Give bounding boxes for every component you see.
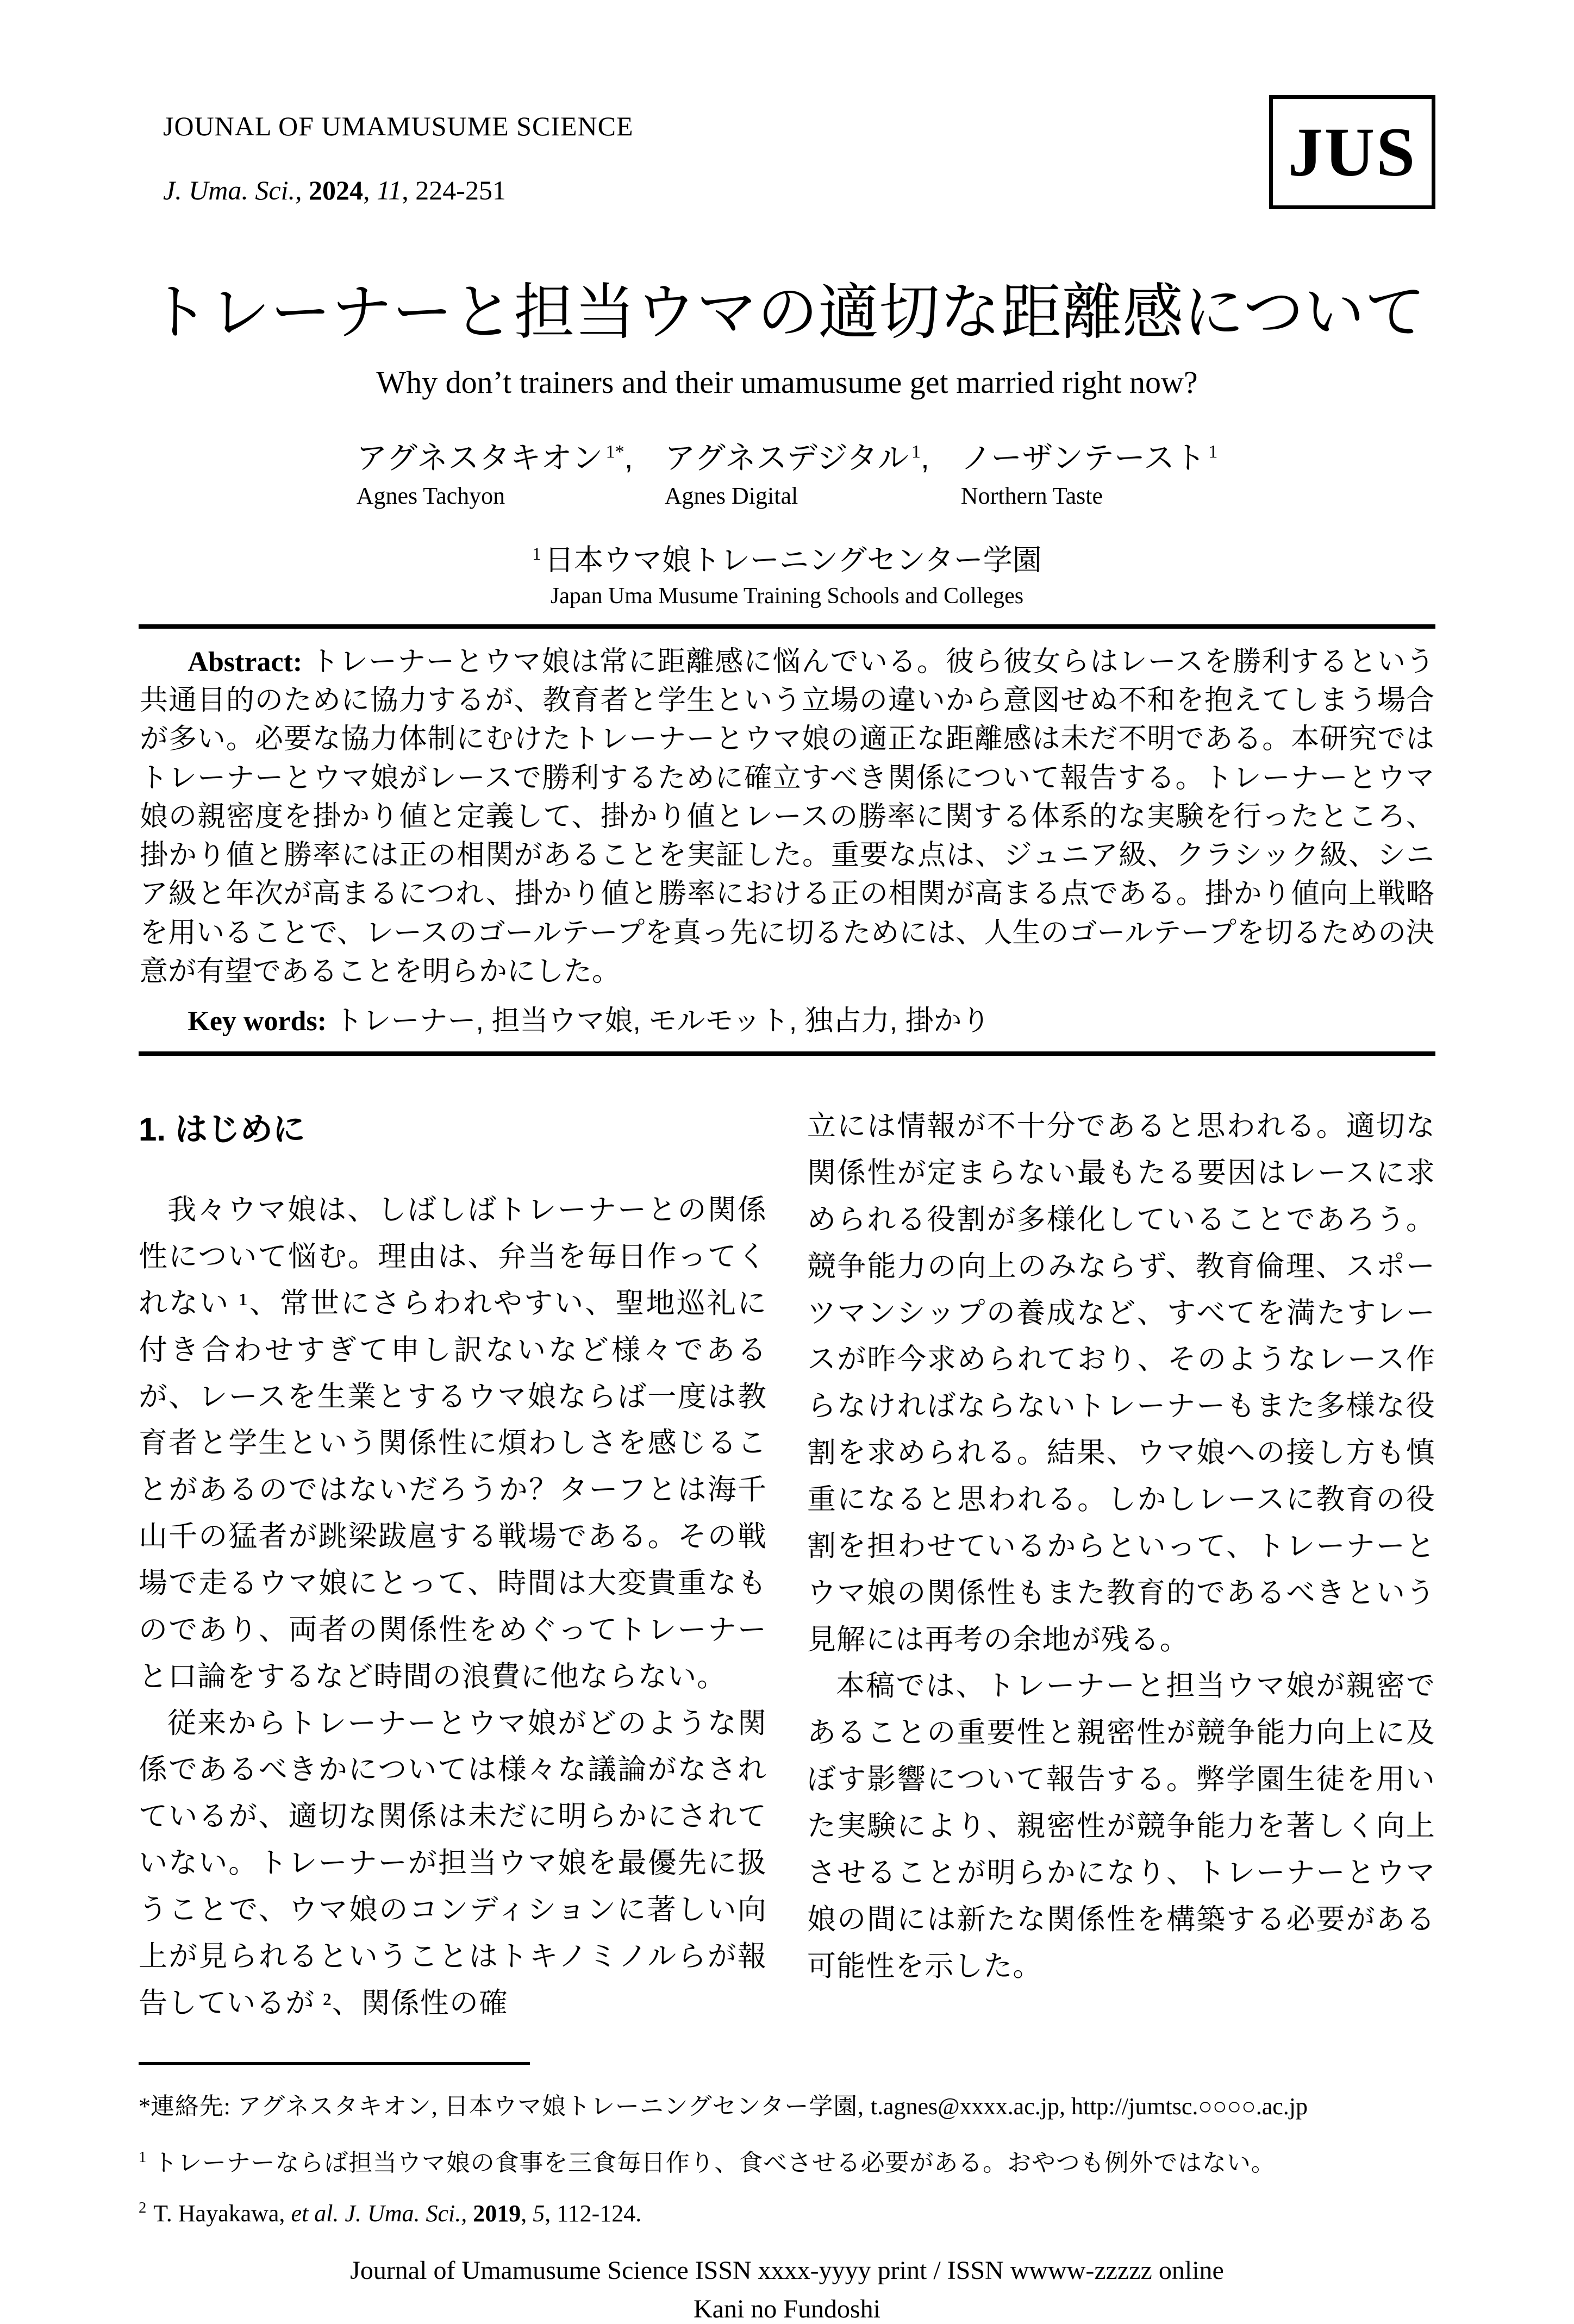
author-affiliation-marker: 1 bbox=[911, 442, 921, 462]
footnote-1-text: トレーナーならば担当ウマ娘の食事を三食毎日作り、食べさせる必要がある。おやつも例外ではない。 bbox=[153, 2149, 1276, 2176]
citation-year: 2024 bbox=[309, 175, 363, 205]
paper-title-japanese: トレーナーと担当ウマの適切な距離感について bbox=[148, 278, 1426, 346]
body-paragraph-continuation: 立には情報が不十分であると思われる。適切な関係性が定まらない最もたる要因はレースに求められる役割が多様化していることであろう。競争能力の向上のみならず、教育倫理、スポーツマンシップの養成など、すべてを満たすレースが昨今求められており、そのようなレース作らなければならないトレーナーもまた多様な役割を求められる。結果、ウマ娘への接し方も慎重になると思われる。しかしレースに教育の役割を担わせているからといって、トレーナーとウマ娘の関係性もまた教育的であるべきという見解には再考の余地が残る。 bbox=[807, 1111, 1435, 1656]
author-block bbox=[665, 433, 929, 510]
authors-row bbox=[139, 433, 1435, 510]
abstract-label: Abstract: bbox=[188, 647, 303, 678]
author-name-en: Agnes Digital bbox=[664, 483, 798, 509]
author-name-jp: ノーザンテースト $^1$ bbox=[960, 441, 1218, 475]
affiliation-english: Japan Uma Musume Training Schools and Colleges bbox=[550, 584, 1024, 609]
footer-issn-line: Journal of Umamusume Science ISSN xxxx-yyyy print / ISSN wwww-zzzzz online bbox=[350, 2256, 1224, 2285]
citation-separator: , bbox=[363, 175, 370, 205]
footer-circle-name: Kani no Fundoshi bbox=[693, 2294, 880, 2323]
page-header bbox=[139, 95, 1435, 209]
contact-email[interactable]: t.agnes@xxxx.ac.jp bbox=[870, 2093, 1059, 2120]
keywords-label: Key words: bbox=[188, 1006, 327, 1037]
author-separator: , bbox=[920, 441, 929, 475]
body-column-right bbox=[807, 1104, 1435, 2027]
contact-url[interactable]: http://jumtsc.○○○○.ac.jp bbox=[1071, 2093, 1308, 2120]
body-column-left bbox=[139, 1104, 767, 2027]
reference-authors: T. Hayakawa, bbox=[153, 2200, 291, 2227]
abstract-paragraph bbox=[140, 643, 1434, 991]
footnote-1-marker: 1 bbox=[139, 2148, 147, 2166]
reference-year: 2019 bbox=[473, 2200, 521, 2227]
paper-title-english: Why don’t trainers and their umamusume get married right now? bbox=[376, 365, 1198, 400]
author-name-en: Northern Taste bbox=[960, 483, 1103, 509]
body-columns bbox=[139, 1104, 1435, 2027]
affiliation-japanese: $^1$ 日本ウマ娘トレーニングセンター学園 bbox=[532, 544, 1042, 577]
author-name-en: Agnes Tachyon bbox=[356, 483, 505, 509]
contact-marker: * bbox=[139, 2093, 151, 2120]
author-name-jp: アグネスタキオン $^{1*}$, bbox=[356, 441, 633, 475]
journal-name: JOUNAL OF UMAMUSUME SCIENCE bbox=[163, 111, 634, 141]
citation-journal-abbrev: J. Uma. Sci., bbox=[163, 175, 302, 205]
contact-prefix: 連絡先: アグネスタキオン, 日本ウマ娘トレーニングセンター学園, bbox=[151, 2093, 871, 2120]
author-separator: , bbox=[624, 441, 633, 475]
section-heading-introduction: 1. はじめに bbox=[139, 1111, 305, 1148]
body-paragraph: 従来からトレーナーとウマ娘がどのような関係であるべきかについては様々な議論がなされているが、適切な関係は未だに明らかにされていない。トレーナーが担当ウマ娘を最優先に扱うことで、ウマ娘のコンディションに著しい向上が見られるということはトキノミノルらが報告しているが ²、関係性の確 bbox=[139, 1707, 767, 2019]
journal-identification bbox=[139, 95, 634, 206]
citation-volume: 11 bbox=[377, 175, 402, 205]
keywords-text: トレーナー, 担当ウマ娘, モルモット, 独占力, 掛かり bbox=[334, 1005, 990, 1037]
citation-pages: , 224-251 bbox=[402, 175, 506, 205]
reference-journal: et al. J. Uma. Sci., bbox=[291, 2200, 467, 2227]
footnote-2-marker: 2 bbox=[139, 2199, 147, 2216]
footnote-2-reference bbox=[139, 2200, 1435, 2227]
footnote-1 bbox=[139, 2143, 1435, 2178]
author-affiliation-marker: 1* bbox=[605, 442, 624, 462]
abstract-text: トレーナーとウマ娘は常に距離感に悩んでいる。彼ら彼女らはレースを勝利するという共通目的のために協力するが、教育者と学生という立場の違いから意図せぬ不和を抱えてしまう場合が多い。必要な協力体制にむけたトレーナーとウマ娘の適正な距離感は未だ不明である。本研究ではトレーナーとウマ娘がレースで勝利するために確立すべき関係について報告する。トレーナーとウマ娘の親密度を掛かり値と定義して、掛かり値とレースの勝率に関する体系的な実験を行ったところ、掛かり値と勝率には正の相関があることを実証した。重要な点は、ジュニア級、クラシック級、シニア級と年次が高まるにつれ、掛かり値と勝率における正の相関が高まる点である。掛かり値向上戦略を用いることで、レースのゴールテープを真っ先に切るためには、人生のゴールテープを切るための決意が有望であることを明らかにした。 bbox=[140, 646, 1435, 987]
body-paragraph: 我々ウマ娘は、しばしばトレーナーとの関係性について悩む。理由は、弁当を毎日作ってくれない ¹、常世にさらわれやすい、聖地巡礼に付き合わせすぎて申し訳ないなど様々であるが、レースを生業とするウマ娘ならば一度は教育者と学生という関係性に煩わしさを感じることがあるのではないだろうか？ターフとは海千山千の猛者が跳梁跋扈する戦場である。その戦場で走るウマ娘にとって、時間は大変貴重なものであり、両者の関係性をめぐってトレーナーと口論をするなど時間の浪費に他ならない。 bbox=[139, 1194, 767, 1693]
footnotes-section bbox=[139, 2062, 1435, 2227]
author-affiliation-marker: 1 bbox=[1208, 442, 1218, 462]
page-footer bbox=[139, 2256, 1435, 2324]
journal-citation bbox=[163, 174, 634, 206]
journal-logo-box bbox=[1269, 95, 1435, 209]
reference-pages: , 112-124. bbox=[545, 2200, 642, 2227]
footnote-separator-rule bbox=[139, 2062, 530, 2065]
reference-separator: , bbox=[521, 2200, 527, 2227]
footnote-contact bbox=[139, 2087, 1435, 2121]
author-block bbox=[961, 433, 1218, 510]
reference-volume: 5 bbox=[533, 2200, 545, 2227]
affiliation-marker: 1 bbox=[532, 544, 541, 564]
author-name-jp: アグネスデジタル $^1$, bbox=[664, 441, 929, 475]
body-paragraph: 本稿では、トレーナーと担当ウマ娘が親密であることの重要性と親密性が競争能力向上に及ぼす影響について報告する。弊学園生徒を用いた実験により、親密性が競争能力を著しく向上させることが明らかになり、トレーナーとウマ娘の間には新たな関係性を構築する必要がある可能性を示した。 bbox=[807, 1670, 1435, 1982]
abstract-block bbox=[139, 624, 1435, 1056]
keywords-line bbox=[140, 998, 1434, 1038]
journal-logo: JUS bbox=[1288, 113, 1417, 191]
author-block bbox=[357, 433, 633, 510]
contact-separator: , bbox=[1059, 2093, 1071, 2120]
